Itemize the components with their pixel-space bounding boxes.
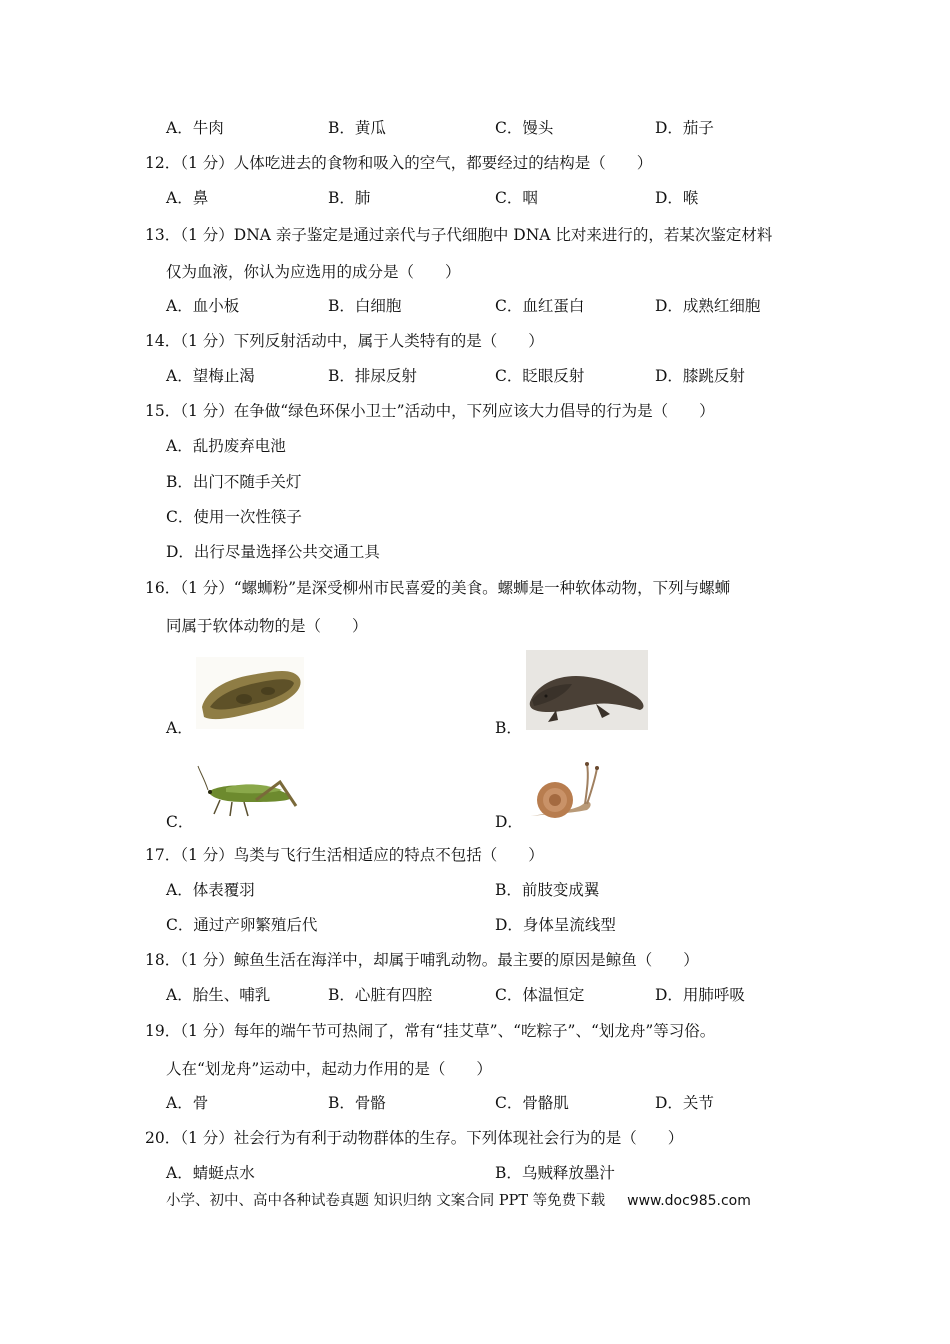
q13-stem-line1: 13．（1 分）DNA 亲子鉴定是通过亲代与子代细胞中 DNA 比对来进行的，若某次鉴定材料 — [145, 226, 773, 244]
salamander-image — [526, 650, 648, 730]
q12-option-d: D．喉 — [655, 189, 699, 207]
q19-option-c: C．骨骼肌 — [495, 1094, 569, 1112]
q13-option-a: A．血小板 — [166, 297, 240, 315]
q14-option-a: A．望梅止渴 — [166, 367, 255, 385]
q19-option-b: B．骨骼 — [328, 1094, 386, 1112]
q11-option-c: C．馒头 — [495, 119, 554, 137]
q20-option-b: B．乌贼释放墨汁 — [495, 1164, 615, 1182]
q18-option-b: B．心脏有四腔 — [328, 986, 433, 1004]
q15-stem: 15．（1 分）在争做“绿色环保小卫士”活动中，下列应该大力倡导的行为是（ ） — [145, 402, 715, 420]
q16-stem-line2: 同属于软体动物的是（ ） — [166, 617, 368, 635]
q18-stem: 18．（1 分）鲸鱼生活在海洋中，却属于哺乳动物。最主要的原因是鲸鱼（ ） — [145, 951, 699, 969]
leech-image — [196, 657, 304, 729]
q16-option-b: B． — [495, 719, 522, 737]
q11-option-b: B．黄瓜 — [328, 119, 386, 137]
q16-option-a: A． — [166, 719, 193, 737]
page-footer — [166, 1191, 751, 1211]
q17-option-c: C．通过产卵繁殖后代 — [166, 916, 318, 934]
q15-option-b: B．出门不随手关灯 — [166, 473, 302, 491]
q12-stem: 12．（1 分）人体吃进去的食物和吸入的空气，都要经过的结构是（ ） — [145, 154, 653, 172]
q13-stem-line2: 仅为血液，你认为应选用的成分是（ ） — [166, 263, 461, 281]
q14-option-b: B．排尿反射 — [328, 367, 417, 385]
q19-stem-line2: 人在“划龙舟”运动中，起动力作用的是（ ） — [166, 1060, 492, 1078]
q15-option-a: A．乱扔废弃电池 — [166, 437, 286, 455]
q19-option-a: A．骨 — [166, 1094, 209, 1112]
q16-option-c: C． — [166, 813, 194, 831]
q13-option-c: C．血红蛋白 — [495, 297, 585, 315]
q19-option-d: D．关节 — [655, 1094, 714, 1112]
q15-option-c: C．使用一次性筷子 — [166, 508, 302, 526]
footer-text: 小学、初中、高中各种试卷真题 知识归纳 文案合同 PPT 等免费下载 — [166, 1193, 606, 1209]
q16-stem-line1: 16．（1 分）“螺蛳粉”是深受柳州市民喜爱的美食。螺蛳是一种软体动物，下列与螺蛳 — [145, 579, 731, 597]
footer-url-link[interactable]: www.doc985.com — [627, 1193, 751, 1209]
q17-option-b: B．前肢变成翼 — [495, 881, 600, 899]
grasshopper-image — [196, 762, 302, 824]
q14-option-d: D．膝跳反射 — [655, 367, 745, 385]
q19-stem-line1: 19．（1 分）每年的端午节可热闹了，常有“挂艾草”、“吃粽子”、“划龙舟”等习俗。 — [145, 1022, 716, 1040]
q11-option-a: A．牛肉 — [166, 119, 224, 137]
snail-image — [527, 760, 603, 824]
q13-option-d: D．成熟红细胞 — [655, 297, 761, 315]
q12-option-a: A．鼻 — [166, 189, 209, 207]
q18-option-a: A．胎生、哺乳 — [166, 986, 271, 1004]
q12-option-c: C．咽 — [495, 189, 538, 207]
q17-stem: 17．（1 分）鸟类与飞行生活相适应的特点不包括（ ） — [145, 846, 544, 864]
q18-option-c: C．体温恒定 — [495, 986, 585, 1004]
q15-option-d: D．出行尽量选择公共交通工具 — [166, 543, 380, 561]
q18-option-d: D．用肺呼吸 — [655, 986, 745, 1004]
q13-option-b: B．白细胞 — [328, 297, 402, 315]
q12-option-b: B．肺 — [328, 189, 371, 207]
q11-option-d: D．茄子 — [655, 119, 714, 137]
q20-stem: 20．（1 分）社会行为有利于动物群体的生存。下列体现社会行为的是（ ） — [145, 1129, 684, 1147]
q20-option-a: A．蜻蜓点水 — [166, 1164, 255, 1182]
q16-option-d: D． — [495, 813, 523, 831]
q17-option-a: A．体表覆羽 — [166, 881, 255, 899]
q14-stem: 14．（1 分）下列反射活动中，属于人类特有的是（ ） — [145, 332, 544, 350]
q14-option-c: C．眨眼反射 — [495, 367, 585, 385]
q17-option-d: D．身体呈流线型 — [495, 916, 616, 934]
